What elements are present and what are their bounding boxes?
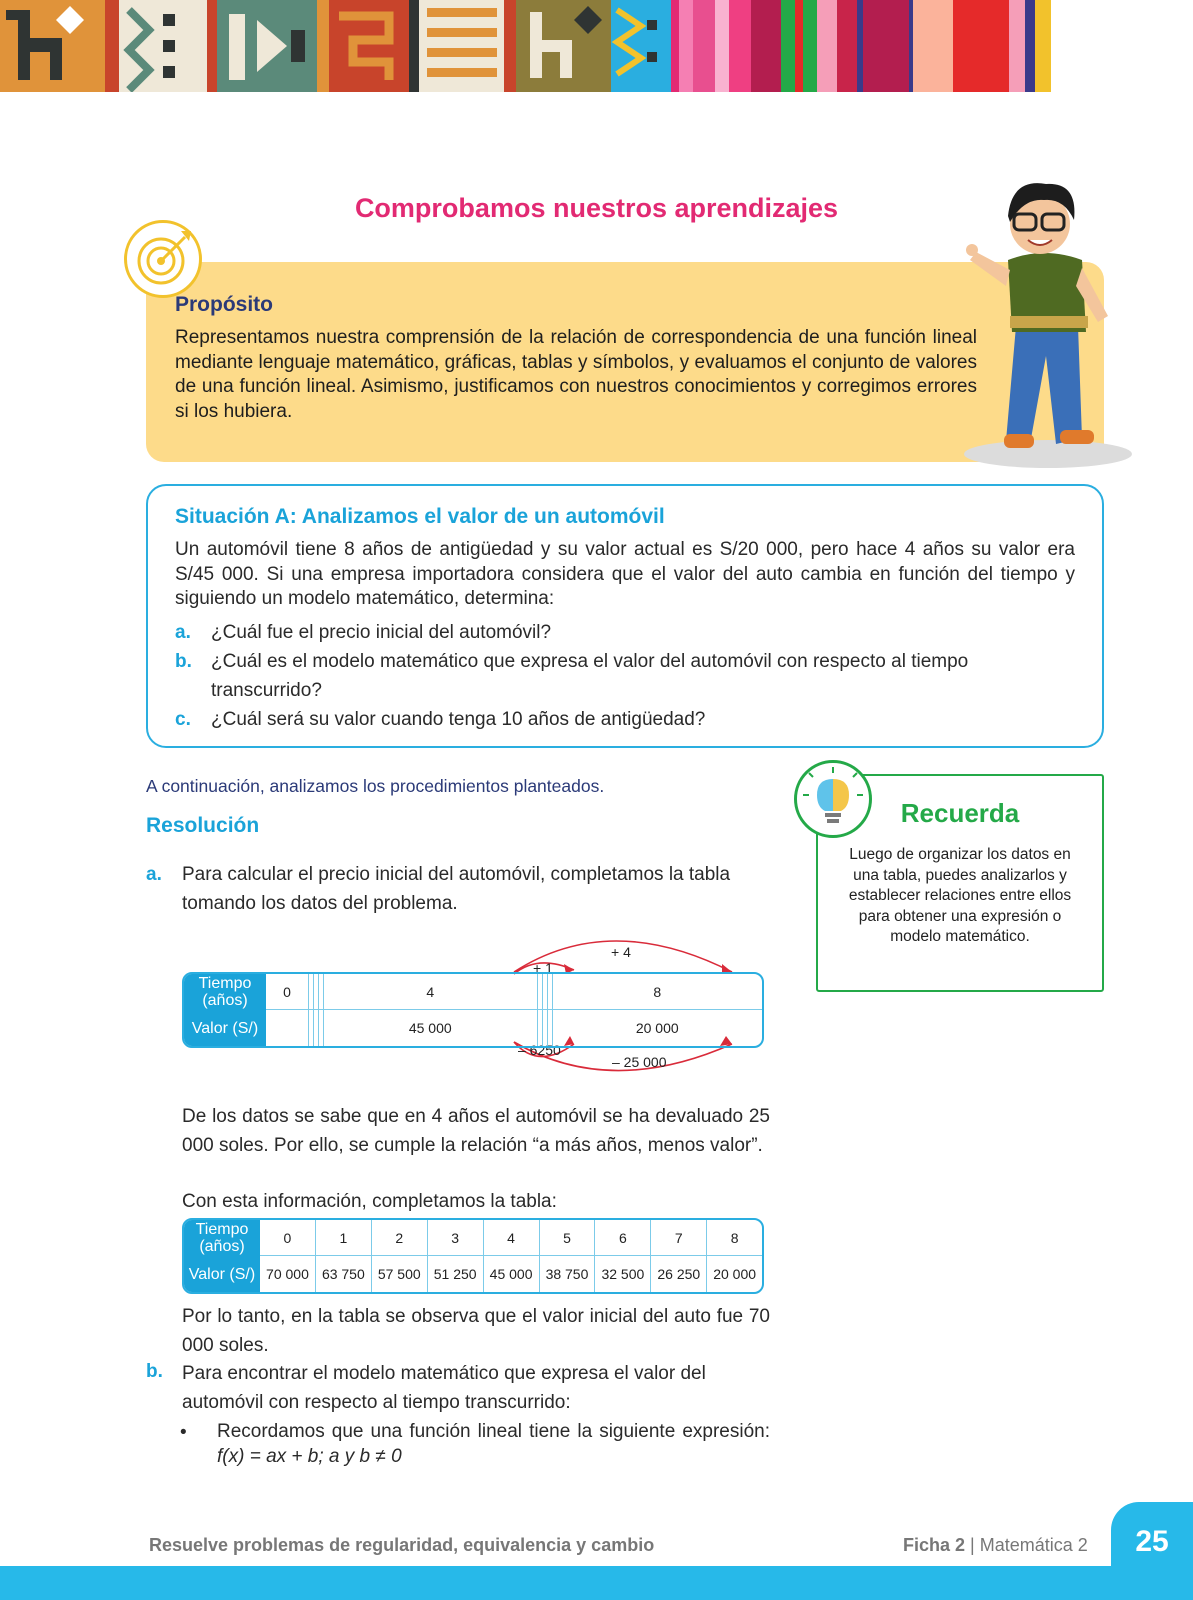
- page-title: Comprobamos nuestros aprendizajes: [354, 193, 839, 223]
- textile-segment: [105, 0, 119, 92]
- textile-segment: [119, 0, 207, 92]
- lead-text: A continuación, analizamos los procedimientos planteados.: [146, 776, 605, 796]
- textile-segment: [516, 0, 611, 92]
- question-letter: b.: [175, 651, 192, 672]
- table-cell: 70 000: [260, 1256, 316, 1292]
- geometric-pattern-icon: [217, 0, 317, 92]
- textile-segment: [795, 0, 803, 92]
- textile-segment: [671, 0, 679, 92]
- resolution-heading: Resolución: [146, 814, 260, 837]
- target-badge: [124, 220, 202, 298]
- idea-badge: [794, 760, 872, 838]
- zigzag-pattern-icon: [119, 0, 207, 92]
- textile-segment: [913, 0, 953, 92]
- textile-segment: [953, 0, 1009, 92]
- page-number: 25: [1135, 1525, 1169, 1558]
- row-label-time: Tiempo (años): [184, 1220, 260, 1256]
- question-c: [175, 706, 1065, 735]
- textile-segment: [1025, 0, 1035, 92]
- row-label-time: Tiempo (años): [184, 974, 266, 1010]
- data-table-complete: [182, 1218, 764, 1294]
- footer-separator: |: [970, 1535, 975, 1555]
- table-cell: 4: [324, 974, 538, 1010]
- situation-heading: Situación A: Analizamos el valor de un automóvil: [175, 505, 665, 528]
- table-row: [184, 1220, 762, 1256]
- stripes-pattern-icon: [419, 0, 504, 92]
- table-cell: 20 000: [635, 1020, 679, 1036]
- question-b: [175, 648, 1065, 705]
- footer-ficha: [903, 1535, 1088, 1556]
- question-letter: a.: [175, 622, 191, 643]
- textile-segment: [611, 0, 671, 92]
- row-label-value: Valor (S/): [184, 1256, 260, 1292]
- part-a-explanation: De los datos se sabe que en 4 años el automóvil se ha devaluado 25 000 soles. Por ello, se cumple la relación “a más años, menos valor”.: [182, 1106, 770, 1156]
- table-cell: 5: [540, 1220, 596, 1256]
- textile-segment: [679, 0, 693, 92]
- textile-segment: [715, 0, 729, 92]
- table-row: [184, 1010, 762, 1046]
- textile-segment: [817, 0, 837, 92]
- footer-competency: Resuelve problemas de regularidad, equivalencia y cambio: [149, 1535, 655, 1555]
- table-cell: 1: [316, 1220, 372, 1256]
- table-row: [184, 1256, 762, 1292]
- question-text: ¿Cuál será su valor cuando tenga 10 años de antigüedad?: [211, 709, 706, 730]
- table-cell: 51 250: [428, 1256, 484, 1292]
- brain-bulb-icon: [797, 763, 869, 835]
- table-cell: 7: [651, 1220, 707, 1256]
- table-cell: 26 250: [651, 1256, 707, 1292]
- header-textile-band: [0, 0, 1193, 92]
- table-cell: 3: [428, 1220, 484, 1256]
- boy-illustration: [948, 176, 1138, 472]
- part-a-letter: a.: [146, 864, 162, 885]
- table-cell: 45 000: [484, 1256, 540, 1292]
- purpose-text: Representamos nuestra comprensión de la relación de correspondencia de una función lineal mediante lenguaje matemático, gráficas, tablas y símbolos, y evaluamos el conjunto de valores de una función lineal. Asimismo, justificamos con nuestros conocimientos y corregimos errores si los hubiera.: [175, 327, 977, 422]
- annotation-plus-1: + 1: [533, 960, 553, 976]
- table-cell: 20 000: [713, 1266, 757, 1282]
- recuerda-heading: Recuerda: [900, 798, 1020, 828]
- textile-segment: [419, 0, 504, 92]
- bullet-text: Recordamos que una función lineal tiene la siguiente expresión:: [217, 1421, 770, 1442]
- textile-segment: [1009, 0, 1025, 92]
- textile-segment: [803, 0, 817, 92]
- table-cell: 8: [553, 974, 762, 1010]
- part-b-bullet: [217, 1419, 770, 1469]
- textile-segment: [1035, 0, 1051, 92]
- table-cell: 57 500: [372, 1256, 428, 1292]
- formula: f(x) = ax + b; a y b ≠ 0: [217, 1446, 402, 1467]
- annotation-plus-4: + 4: [611, 944, 631, 960]
- data-table-partial: [182, 972, 764, 1048]
- table-cell: 45 000: [324, 1010, 538, 1046]
- part-a-intro: Para calcular el precio inicial del automóvil, completamos la tabla tomando los datos del problema.: [182, 864, 731, 914]
- footer-bar: [0, 1566, 1193, 1600]
- table-cell: 0: [266, 974, 309, 1010]
- textile-segment: [863, 0, 909, 92]
- part-a-complete-intro: Con esta información, completamos la tabla:: [182, 1191, 557, 1212]
- textile-segment: [729, 0, 751, 92]
- textile-segment: [693, 0, 715, 92]
- table-cell: 0: [260, 1220, 316, 1256]
- textile-segment: [317, 0, 329, 92]
- textile-segment: [751, 0, 781, 92]
- table-row: [184, 974, 762, 1010]
- footer-subject: Matemática 2: [979, 1535, 1088, 1555]
- wave-pattern-icon: [611, 0, 671, 92]
- table-cell: 38 750: [540, 1256, 596, 1292]
- textile-segment: [781, 0, 795, 92]
- textile-segment: [207, 0, 217, 92]
- table-cell: 63 750: [316, 1256, 372, 1292]
- table-cell: 32 500: [595, 1256, 651, 1292]
- part-a-conclusion: Por lo tanto, en la tabla se observa que el valor inicial del auto fue 70 000 soles.: [182, 1306, 770, 1356]
- llama-pattern-icon: [516, 0, 611, 92]
- purpose-heading: Propósito: [175, 293, 273, 316]
- part-b-letter: b.: [146, 1361, 163, 1382]
- question-letter: c.: [175, 709, 191, 730]
- footer-ficha-label: Ficha 2: [903, 1535, 966, 1555]
- question-a: [175, 619, 1065, 648]
- row-label-value: Valor (S/): [184, 1010, 266, 1046]
- llama-pattern-icon: [0, 0, 105, 92]
- textile-segment: [409, 0, 419, 92]
- part-b-text: Para encontrar el modelo matemático que expresa el valor del automóvil con respecto al tiempo transcurrido:: [182, 1363, 706, 1413]
- textile-segment: [504, 0, 516, 92]
- textile-segment: [837, 0, 857, 92]
- situation-text: Un automóvil tiene 8 años de antigüedad y su valor actual es S/20 000, pero hace 4 años su valor era S/45 000. Si una empresa importadora considera que el valor del auto cambia en función del tiempo y siguiendo un modelo matemático, determina:: [175, 539, 1075, 609]
- textile-segment: [217, 0, 317, 92]
- question-text: ¿Cuál fue el precio inicial del automóvil?: [211, 622, 552, 643]
- target-icon: [127, 223, 199, 295]
- table-cell: 4: [484, 1220, 540, 1256]
- table-cell: 6: [595, 1220, 651, 1256]
- annotation-minus-25000: – 25 000: [612, 1054, 667, 1070]
- textile-segment: [0, 0, 105, 92]
- table-cell: [266, 1010, 309, 1046]
- recuerda-text: Luego de organizar los datos en una tabla, puedes analizarlos y establecer relaciones entre ellos para obtener una expresión o modelo matemático.: [848, 846, 1072, 945]
- annotation-minus-6250: – 6250: [518, 1042, 561, 1058]
- question-text: ¿Cuál es el modelo matemático que expresa el valor del automóvil con respecto al tiempo transcurrido?: [211, 651, 969, 701]
- table-cell: 8: [707, 1220, 762, 1256]
- textile-segment: [329, 0, 409, 92]
- bullet-icon: •: [180, 1422, 187, 1443]
- table-cell: 2: [372, 1220, 428, 1256]
- fret-pattern-icon: [329, 0, 409, 92]
